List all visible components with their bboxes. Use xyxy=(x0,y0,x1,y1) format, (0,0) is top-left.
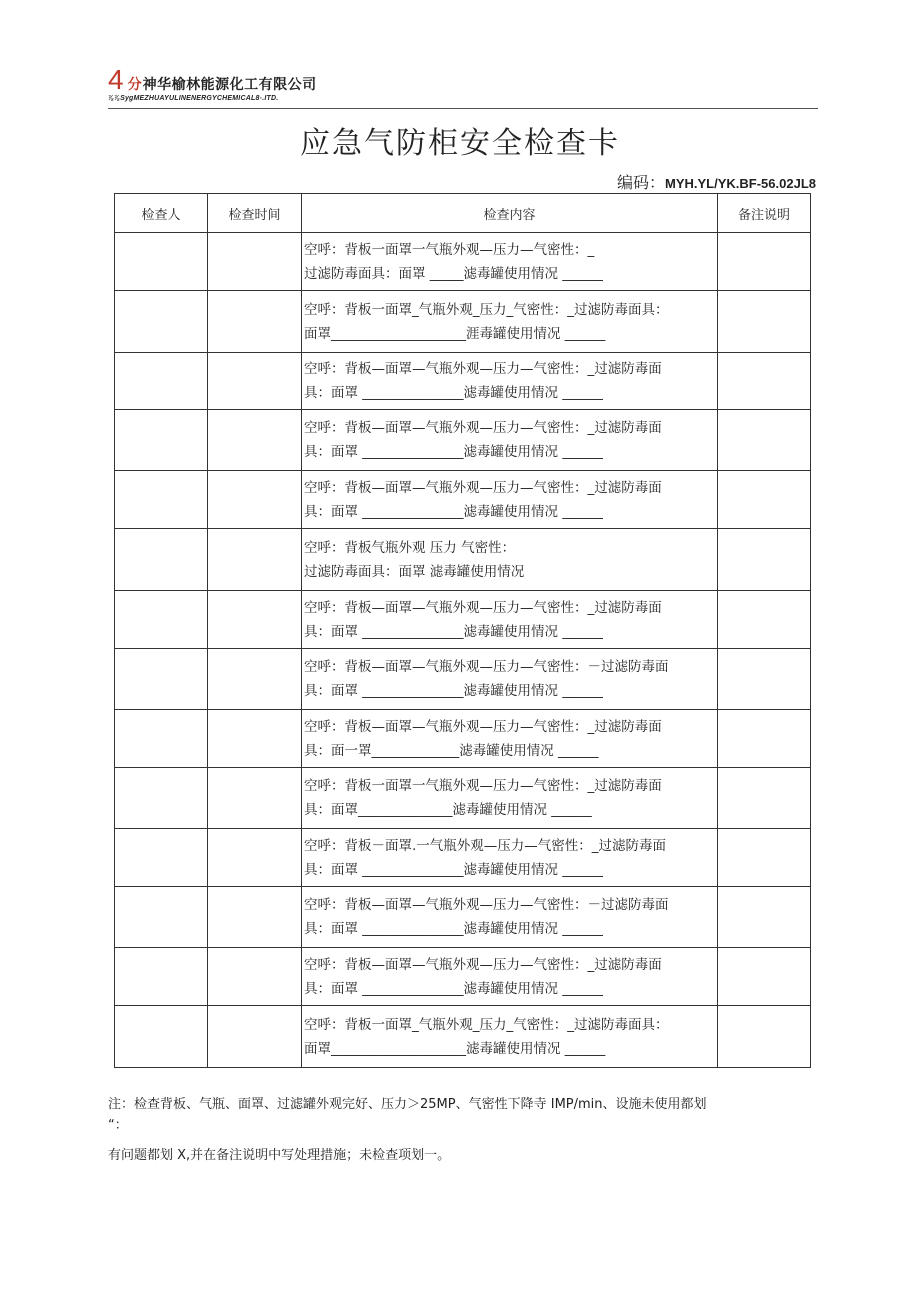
header-remarks: 备注说明 xyxy=(718,194,811,233)
document-code-value: MYH.YL/YK.BF-56.02JL8 xyxy=(665,176,816,191)
remarks-cell[interactable] xyxy=(718,410,811,471)
inspection-time-cell[interactable] xyxy=(208,887,302,948)
inspector-cell[interactable] xyxy=(115,710,208,768)
remarks-cell[interactable] xyxy=(718,529,811,591)
remarks-cell[interactable] xyxy=(718,591,811,649)
inspector-cell[interactable] xyxy=(115,410,208,471)
inspector-cell[interactable] xyxy=(115,471,208,529)
content-line-1: 空呼：背板一面罩一气瓶外观—压力—气密性：_过滤防毒面 xyxy=(304,778,662,794)
company-logo-row xyxy=(108,66,818,94)
company-name-en: ⅞⅞SygMEZHUAYULINENERGYCHEMICAL8◦.ITD. xyxy=(108,95,279,102)
inspector-cell[interactable] xyxy=(115,529,208,591)
header-inspection-time: 检查时间 xyxy=(208,194,302,233)
company-logo-mark: 分 xyxy=(127,77,142,93)
inspection-content-cell xyxy=(302,768,718,829)
inspection-content-cell xyxy=(302,829,718,887)
table-row xyxy=(115,471,811,529)
inspection-content-cell xyxy=(302,410,718,471)
inspector-cell[interactable] xyxy=(115,768,208,829)
inspector-cell[interactable] xyxy=(115,591,208,649)
content-line-1: 空呼：背板—面罩—气瓶外观—压力—气密性：_过滤防毒面 xyxy=(304,361,662,377)
footnote-line-1: 注：检查背板、气瓶、面罩、过滤罐外观完好、压力＞25MP、气密性下降寺 IMP/min、设施未使用都划 xyxy=(108,1097,707,1112)
content-line-1: 空呼：背板—面罩—气瓶外观—压力—气密性：_过滤防毒面 xyxy=(304,956,662,973)
inspection-table xyxy=(114,193,811,1068)
table-row xyxy=(115,291,811,353)
content-line-2: 具：面罩 _______________滤毒罐使用情况 ______ xyxy=(304,921,603,937)
inspection-time-cell[interactable] xyxy=(208,829,302,887)
table-row xyxy=(115,649,811,710)
content-line-2: 具：面罩 _______________滤毒罐使用情况 ______ xyxy=(304,683,603,699)
inspector-cell[interactable] xyxy=(115,291,208,353)
table-row xyxy=(115,410,811,471)
remarks-cell[interactable] xyxy=(718,353,811,410)
remarks-cell[interactable] xyxy=(718,948,811,1006)
content-line-2: 具：面罩 _______________滤毒罐使用情况 ______ xyxy=(304,385,603,401)
table-row xyxy=(115,529,811,591)
company-logo-number: 4 xyxy=(108,64,124,95)
content-line-1: 空呼：背板气瓶外观 压力 气密性： xyxy=(304,539,516,556)
inspection-content-cell xyxy=(302,887,718,948)
inspection-content-cell xyxy=(302,471,718,529)
remarks-cell[interactable] xyxy=(718,887,811,948)
inspection-time-cell[interactable] xyxy=(208,233,302,291)
content-line-1: 空呼：背板—面罩—气瓶外观—压力—气密性：－过滤防毒面 xyxy=(304,659,669,675)
table-row xyxy=(115,948,811,1006)
content-line-2: 具：面罩______________滤毒罐使用情况 ______ xyxy=(304,802,592,818)
inspection-time-cell[interactable] xyxy=(208,591,302,649)
document-code-label: 编码： xyxy=(616,173,665,192)
inspection-content-cell xyxy=(302,353,718,410)
header-inspection-content: 检查内容 xyxy=(302,194,718,233)
inspector-cell[interactable] xyxy=(115,649,208,710)
inspection-time-cell[interactable] xyxy=(208,529,302,591)
inspection-content-cell xyxy=(302,1006,718,1068)
company-name-cn: 神华榆林能源化工有限公司 xyxy=(142,77,317,93)
remarks-cell[interactable] xyxy=(718,233,811,291)
inspection-time-cell[interactable] xyxy=(208,291,302,353)
inspection-time-cell[interactable] xyxy=(208,410,302,471)
content-line-1: 空呼：背板－面罩.一气瓶外观—压力—气密性：_过滤防毒面 xyxy=(304,837,667,854)
inspection-content-cell xyxy=(302,649,718,710)
content-line-1: 空呼：背板—面罩—气瓶外观—压力—气密性：_过滤防毒面 xyxy=(304,599,662,616)
inspector-cell[interactable] xyxy=(115,233,208,291)
content-line-2: 过滤防毒面具：面罩 _____滤毒罐使用情况 ______ xyxy=(304,265,603,282)
inspection-content-cell xyxy=(302,233,718,291)
table-row xyxy=(115,233,811,291)
inspection-content-cell xyxy=(302,591,718,649)
content-line-2: 具：面罩 _______________滤毒罐使用情况 ______ xyxy=(304,861,603,878)
table-row xyxy=(115,591,811,649)
table-row xyxy=(115,353,811,410)
content-line-1: 空呼：背板一面罩一气瓶外观—压力—气密性：_ xyxy=(304,241,595,258)
remarks-cell[interactable] xyxy=(718,291,811,353)
footnote-line-2: “： xyxy=(108,1118,128,1133)
table-header-row xyxy=(115,194,811,233)
inspection-time-cell[interactable] xyxy=(208,649,302,710)
content-line-1: 空呼：背板—面罩—气瓶外观—压力—气密性：_过滤防毒面 xyxy=(304,420,662,436)
content-line-1: 空呼：背板—面罩—气瓶外观—压力—气密性：_过滤防毒面 xyxy=(304,479,662,496)
inspection-content-cell xyxy=(302,529,718,591)
remarks-cell[interactable] xyxy=(718,768,811,829)
inspector-cell[interactable] xyxy=(115,353,208,410)
table-row xyxy=(115,768,811,829)
footnote-line-3: 有问题都划 X,并在备注说明中写处理措施；未检查项划一。 xyxy=(108,1148,451,1163)
content-line-1: 空呼：背板—面罩—气瓶外观—压力—气密性：_过滤防毒面 xyxy=(304,718,662,735)
remarks-cell[interactable] xyxy=(718,1006,811,1068)
page-title: 应急气防柜安全检查卡 xyxy=(300,126,620,161)
inspection-content-cell xyxy=(302,710,718,768)
inspector-cell[interactable] xyxy=(115,948,208,1006)
remarks-cell[interactable] xyxy=(718,471,811,529)
content-line-2: 具：面一罩_____________滤毒罐使用情况 ______ xyxy=(304,742,599,759)
content-line-2: 过滤防毒面具：面罩 滤毒罐使用情况 xyxy=(304,563,525,580)
inspection-time-cell[interactable] xyxy=(208,710,302,768)
content-line-2: 面罩____________________滤毒罐使用情况 ______ xyxy=(304,1040,606,1057)
table-row xyxy=(115,1006,811,1068)
content-line-2: 具：面罩 _______________滤毒罐使用情况 ______ xyxy=(304,980,603,997)
table-row xyxy=(115,887,811,948)
inspector-cell[interactable] xyxy=(115,887,208,948)
content-line-1: 空呼：背板一面罩_气瓶外观_压力_气密性：_过滤防毒面具： xyxy=(304,301,669,318)
content-line-2: 面罩____________________涯毒罐使用情况 ______ xyxy=(304,325,606,342)
company-header xyxy=(108,66,818,102)
content-line-1: 空呼：背板—面罩—气瓶外观—压力—气密性：－过滤防毒面 xyxy=(304,897,669,913)
footnote xyxy=(108,1094,820,1166)
inspection-time-cell[interactable] xyxy=(208,471,302,529)
content-line-1: 空呼：背板一面罩_气瓶外观_压力_气密性：_过滤防毒面具： xyxy=(304,1016,669,1033)
remarks-cell[interactable] xyxy=(718,649,811,710)
remarks-cell[interactable] xyxy=(718,829,811,887)
inspector-cell[interactable] xyxy=(115,829,208,887)
inspection-time-cell[interactable] xyxy=(208,948,302,1006)
table-row xyxy=(115,710,811,768)
table-row xyxy=(115,829,811,887)
inspection-time-cell[interactable] xyxy=(208,353,302,410)
inspection-content-cell xyxy=(302,948,718,1006)
content-line-2: 具：面罩 _______________滤毒罐使用情况 ______ xyxy=(304,503,603,520)
inspection-content-cell xyxy=(302,291,718,353)
content-line-2: 具：面罩 _______________滤毒罐使用情况 ______ xyxy=(304,623,603,640)
table-body xyxy=(115,233,811,1068)
content-line-2: 具：面罩 _______________滤毒罐使用情况 ______ xyxy=(304,444,603,460)
inspection-time-cell[interactable] xyxy=(208,768,302,829)
inspection-time-cell[interactable] xyxy=(208,1006,302,1068)
document-code xyxy=(617,170,816,193)
inspector-cell[interactable] xyxy=(115,1006,208,1068)
header-divider xyxy=(108,108,818,109)
header-inspector: 检查人 xyxy=(115,194,208,233)
remarks-cell[interactable] xyxy=(718,710,811,768)
